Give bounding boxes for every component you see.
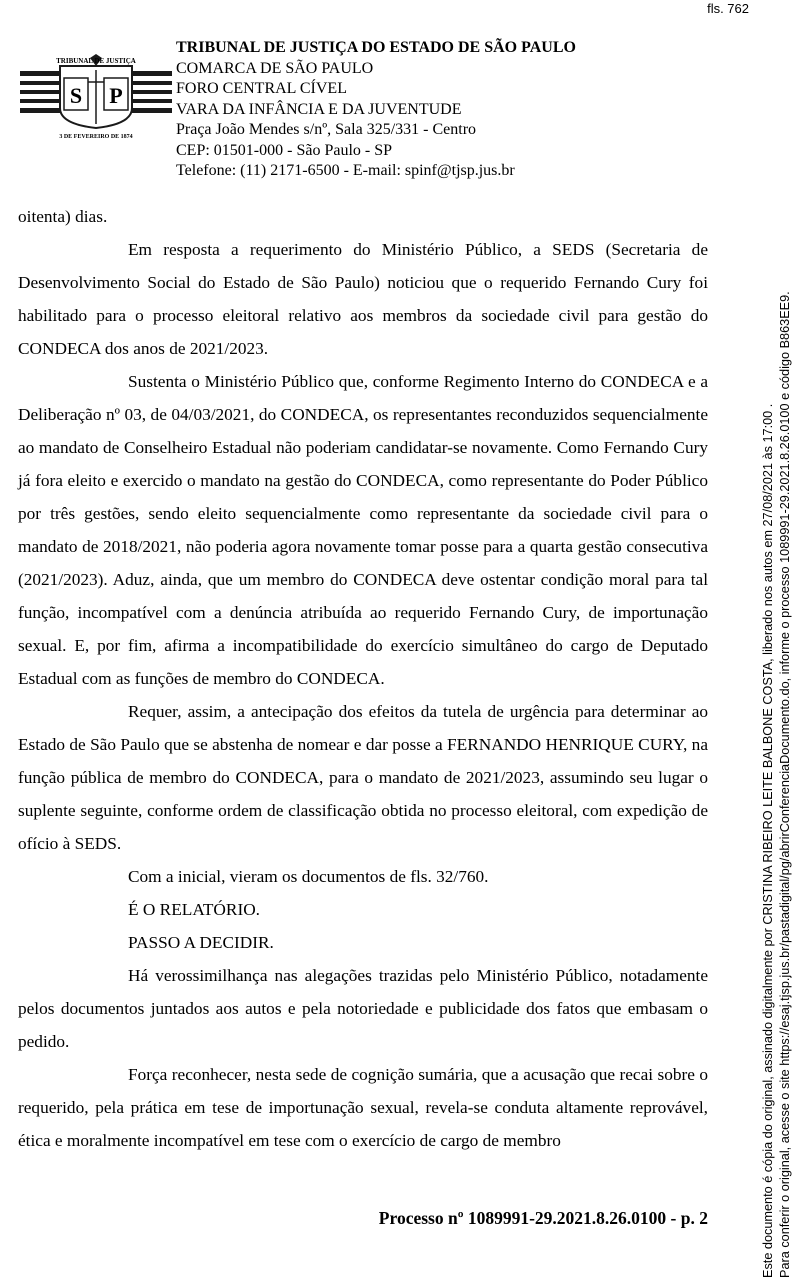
paragraph-mp-arguments: Sustenta o Ministério Público que, conforme Regimento Interno do CONDECA e a Deliberação nº 03, de 04/03/2021, do CONDECA, os representantes reconduzidos sequencialmente ao mandato de Conselheiro Estadual não poderiam candidatar-se novamente. Como Fernando Cury já fora eleito e exercido o mandato na gestão do CONDECA, como representante do Poder Público por três gestões, sendo eleito sequencialmente como representante da sociedade civil para o mandato de 2018/2021, não poderia agora novamente tomar posse para a quarta gestão consecutiva (2021/2023). Aduz, ainda, que um membro do CONDECA deve ostentar condição moral para tal função, incompatível com a denúncia atribuída ao requerido Fernando Cury, de importunação sexual. E, por fim, afirma a incompatibilidade do exercício simultâneo do cargo de Deputado Estadual com as funções de membro do CONDECA. [18, 372, 708, 688]
logo-top-text: TRIBUNAL DE JUSTIÇA [56, 57, 136, 65]
paragraph-seds-notice: Em resposta a requerimento do Ministério Público, a SEDS (Secretaria de Desenvolvimento Social do Estado de São Paulo) noticiou que o requerido Fernando Cury foi habilitado para o processo eleitoral relativo aos membros da sociedade civil para gestão do CONDECA dos anos de 2021/2023. [18, 240, 708, 358]
court-name: TRIBUNAL DE JUSTIÇA DO ESTADO DE SÃO PAULO [176, 39, 576, 56]
signature-line-1: Este documento é cópia do original, assinado digitalmente por CRISTINA RIBEIRO LEITE BALBONE COSTA, liberado nos autos em 27/08/2021 às 17:00 . [761, 403, 775, 1278]
logo-bottom-text: 3 DE FEVEREIRO DE 1874 [59, 134, 133, 140]
page-reference: fls. 762 [707, 1, 749, 16]
document-body [18, 200, 708, 1157]
paragraph-continuation: oitenta) dias. [18, 207, 108, 226]
court-contact: Telefone: (11) 2171-6500 - E-mail: spinf@tjsp.jus.br [176, 162, 515, 179]
logo-letter-s: S [69, 83, 83, 108]
signature-line-2: Para conferir o original, acesse o site https://esaj.tjsp.jus.br/pastadigital/pg/abrirConferenciaDocumento.do, informe o processo 1089991-29.2021.8.26.0100 e código B863EE9. [778, 291, 792, 1278]
court-header [176, 38, 576, 182]
court-district: COMARCA DE SÃO PAULO [176, 59, 374, 77]
paragraph-report: É O RELATÓRIO. [128, 900, 260, 919]
paragraph-decide: PASSO A DECIDIR. [128, 933, 274, 952]
paragraph-plausibility: Há verossimilhança nas alegações trazidas pelo Ministério Público, notadamente pelos documentos juntados aos autos e pela notoriedade e publicidade dos fatos que embasam o pedido. [18, 966, 708, 1051]
logo-letter-p: P [109, 83, 123, 108]
process-footer: Processo nº 1089991-29.2021.8.26.0100 - p. 2 [378, 1208, 708, 1228]
court-address: Praça João Mendes s/nº, Sala 325/331 - Centro [176, 121, 477, 138]
paragraph-documents: Com a inicial, vieram os documentos de fls. 32/760. [128, 867, 489, 886]
paragraph-cognition: Força reconhecer, nesta sede de cognição sumária, que a acusação que recai sobre o requerido, pela prática em tese de importunação sexual, revela-se conduta altamente reprovável, ética e moralmente incompatível em tese com o exercício de cargo de membro [18, 1065, 708, 1150]
digital-signature-note [760, 0, 794, 1278]
court-postal: CEP: 01501-000 - São Paulo - SP [176, 141, 393, 159]
court-forum: FORO CENTRAL CÍVEL [176, 80, 347, 97]
paragraph-request: Requer, assim, a antecipação dos efeitos da tutela de urgência para determinar ao Estado de São Paulo que se abstenha de nomear e dar posse a FERNANDO HENRIQUE CURY, na função pública de membro do CONDECA, para o mandato de 2021/2023, assumindo seu lugar o suplente seguinte, conforme ordem de classificação obtida no processo eleitoral, com expedição de ofício à SEDS. [18, 702, 708, 853]
court-division: VARA DA INFÂNCIA E DA JUVENTUDE [176, 100, 462, 118]
court-logo [20, 52, 172, 142]
